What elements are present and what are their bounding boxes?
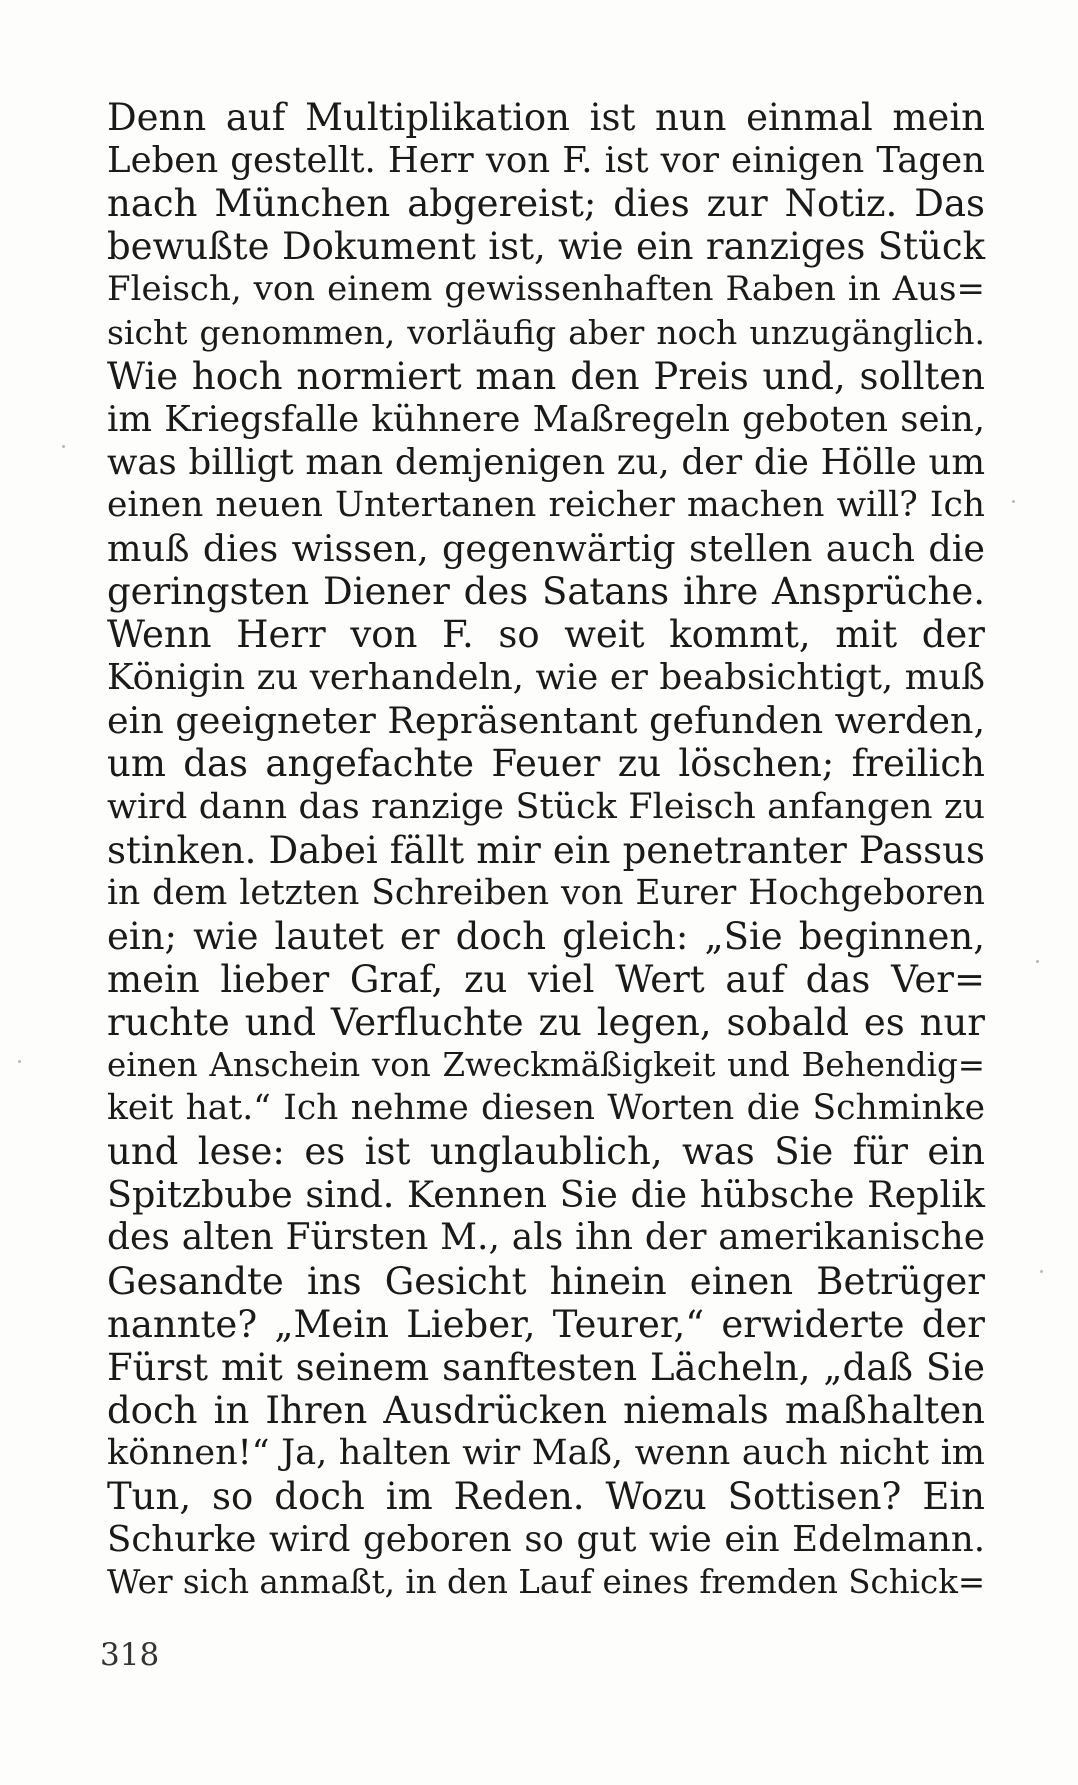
text-line: ein geeigneter Repräsentant gefunden werden,	[107, 699, 986, 743]
scan-speck	[18, 1060, 21, 1063]
text-line: Tun, so doch im Reden. Wozu Sottisen? Ein	[107, 1475, 985, 1518]
scan-speck	[1040, 1270, 1043, 1273]
text-line: im Kriegsfalle kühnere Maßregeln geboten sein,	[107, 398, 985, 440]
text-line: wird dann das ranzige Stück Fleisch anfangen zu	[107, 786, 985, 827]
text-line: ruchte und Verfluchte zu legen, sobald es nur	[107, 1000, 985, 1044]
text-line: was billigt man demjenigen zu, der die Hölle um	[107, 441, 985, 483]
text-line: Königin zu verhandeln, wie er beabsichtigt, muß	[107, 657, 985, 699]
text-line: einen Anschein von Zweckmäßigkeit und Behendig=	[107, 1046, 985, 1085]
body-text	[107, 96, 985, 1604]
text-line: Wenn Herr von F. so weit kommt, mit der	[107, 613, 985, 657]
text-line: Fürst mit seinem sanftesten Lächeln, „daß Sie	[107, 1345, 985, 1389]
text-line: muß dies wissen, gegenwärtig stellen auch die	[107, 526, 985, 570]
text-line: Spitzbube sind. Kennen Sie die hübsche Replik	[107, 1173, 985, 1217]
text-line: um das angefachte Feuer zu löschen; freilich	[107, 742, 985, 786]
text-line: Wie hoch normiert man den Preis und, sollten	[107, 354, 985, 398]
text-line: nannte? „Mein Lieber, Teurer,“ erwiderte der	[107, 1302, 985, 1346]
text-line: Gesandte ins Gesicht hinein einen Betrüger	[107, 1259, 985, 1303]
text-line: doch in Ihren Ausdrücken niemals maßhalten	[107, 1388, 985, 1432]
text-line: sicht genommen, vorläufig aber noch unzugänglich.	[107, 313, 985, 353]
scan-speck	[1012, 500, 1015, 503]
text-line: Wer sich anmaßt, in den Lauf eines fremden Schick=	[107, 1563, 986, 1602]
text-line: können!“ Ja, halten wir Maß, wenn auch nicht im	[107, 1432, 985, 1473]
text-line: bewußte Dokument ist, wie ein ranziges Stück	[107, 225, 985, 269]
text-line: geringsten Diener des Satans ihre Ansprüche.	[107, 570, 985, 614]
page-number: 318	[100, 1637, 160, 1673]
text-line: Leben gestellt. Herr von F. ist vor einigen Tagen	[107, 140, 985, 182]
text-line: Fleisch, von einem gewissenhaften Raben in Aus=	[107, 269, 985, 310]
text-line: keit hat.“ Ich nehme diesen Worten die Schminke	[107, 1088, 985, 1129]
text-line: des alten Fürsten M., als ihn der amerikanische	[107, 1217, 985, 1259]
text-line: stinken. Dabei fällt mir ein penetranter Passus	[107, 828, 985, 872]
text-line: einen neuen Untertanen reicher machen will? Ich	[107, 484, 985, 525]
text-line: mein lieber Graf, zu viel Wert auf das Ver=	[107, 957, 985, 1001]
text-line: nach München abgereist; dies zur Notiz. Das	[107, 182, 985, 226]
text-line: ein; wie lautet er doch gleich: „Sie beginnen,	[107, 914, 985, 958]
text-line: und lese: es ist unglaublich, was Sie für ein	[107, 1130, 985, 1174]
scan-speck	[62, 445, 65, 448]
text-line: Schurke wird geboren so gut wie ein Edelmann.	[107, 1519, 985, 1561]
scan-speck	[1036, 960, 1039, 963]
text-line: Denn auf Multiplikation ist nun einmal mein	[107, 96, 985, 139]
text-line: in dem letzten Schreiben von Eurer Hochgeboren	[107, 872, 985, 913]
